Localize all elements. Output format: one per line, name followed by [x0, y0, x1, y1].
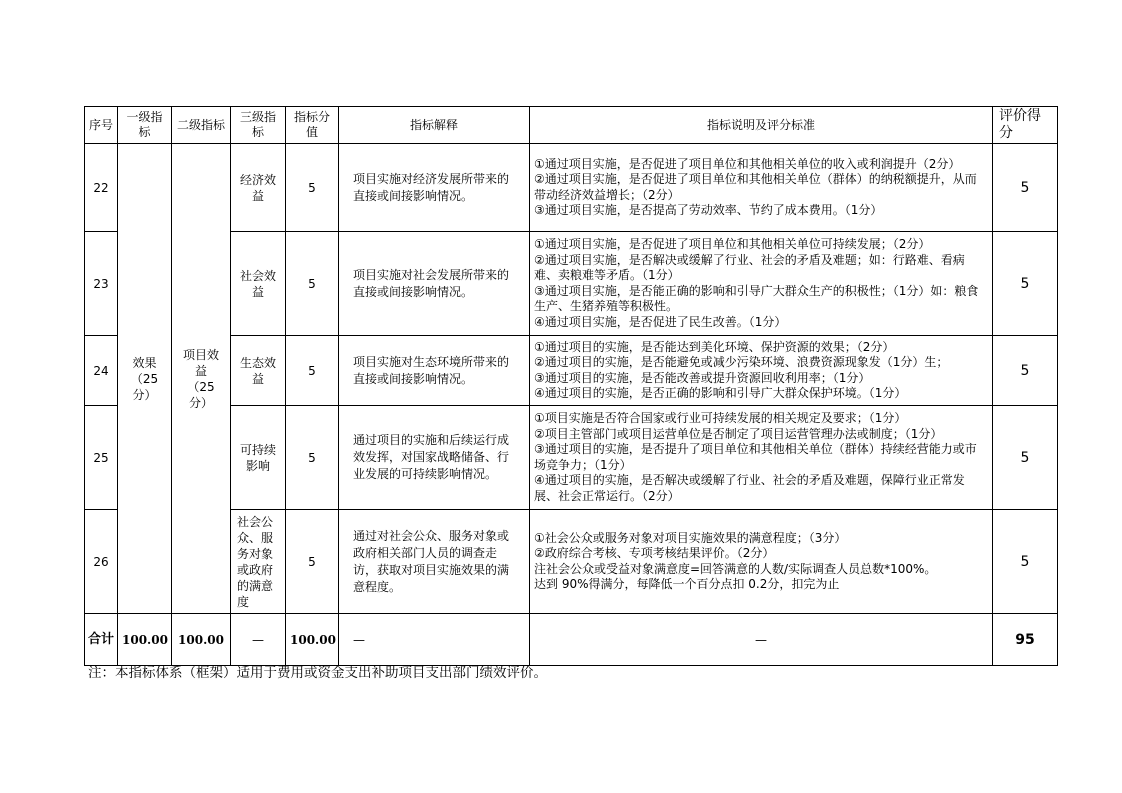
indicator-explanation: 通过项目的实施和后续运行成效发挥，对国家战略储备、行业发展的可持续影响情况。 [339, 406, 530, 510]
standard-line: ④通过项目的实施，是否正确的影响和引导广大群众保护环境。（1分） [534, 386, 907, 400]
total-standard: — [530, 614, 993, 666]
standard-line: 达到 90%得满分，每降低一个百分点扣 0.2分，扣完为止 [534, 577, 840, 591]
row-seq: 26 [85, 510, 118, 614]
scoring-standard [530, 406, 993, 510]
total-label: 合计 [85, 614, 118, 666]
standard-line: ②通过项目实施，是否促进了项目单位和其他相关单位（群体）的纳税额提升，从而带动经济效益增长；（2分） [534, 172, 977, 202]
indicator-explanation: 通过对社会公众、服务对象或政府相关部门人员的调查走访，获取对项目实施效果的满意程度。 [339, 510, 530, 614]
total-score: 95 [993, 614, 1058, 666]
evaluation-score: 5 [993, 232, 1058, 336]
standard-line: ①通过项目实施，是否促进了项目单位和其他相关单位可持续发展；（2分） [534, 237, 931, 251]
total-explain: — [339, 614, 530, 666]
header-eval: 评价得分 [993, 107, 1058, 144]
level3-indicator: 生态效益 [231, 336, 286, 406]
performance-indicator-table [84, 106, 1058, 666]
evaluation-score: 5 [993, 336, 1058, 406]
indicator-weight: 5 [286, 510, 339, 614]
header-seq: 序号 [85, 107, 118, 144]
table-row [85, 232, 1058, 336]
header-level3: 三级指标 [231, 107, 286, 144]
standard-line: ①通过项目的实施，是否能达到美化环境、保护资源的效果；（2分） [534, 339, 895, 354]
indicator-weight: 5 [286, 406, 339, 510]
standard-line: ②通过项目实施，是否解决或缓解了行业、社会的矛盾及难题；如：行路难、看病难、卖粮难等矛盾。（1分） [534, 252, 965, 282]
evaluation-score: 5 [993, 144, 1058, 232]
standard-line: ①社会公众或服务对象对项目实施效果的满意程度；（3分） [534, 530, 847, 545]
standard-line: ③通过项目实施，是否提高了劳动效率、节约了成本费用。（1分） [534, 203, 883, 217]
table-row [85, 406, 1058, 510]
total-row [85, 614, 1058, 666]
table-footnote: 注：本指标体系（框架）适用于费用或资金支出补助项目支出部门绩效评价。 [88, 665, 547, 681]
evaluation-score: 5 [993, 406, 1058, 510]
indicator-explanation: 项目实施对经济发展所带来的直接或间接影响情况。 [339, 144, 530, 232]
total-weight: 100.00 [286, 614, 339, 666]
scoring-standard [530, 336, 993, 406]
standard-line: ②项目主管部门或项目运营单位是否制定了项目运营管理办法或制度；（1分） [534, 426, 943, 441]
scoring-standard [530, 232, 993, 336]
level3-indicator: 社会效益 [231, 232, 286, 336]
standard-line: ③通过项目实施，是否能正确的影响和引导广大群众生产的积极性；（1分）如：粮食生产、生猪养殖等积极性。 [534, 283, 979, 313]
header-row [85, 107, 1058, 144]
scoring-standard [530, 510, 993, 614]
header-weight: 指标分值 [286, 107, 339, 144]
table-row [85, 510, 1058, 614]
standard-line: ②政府综合考核、专项考核结果评价。（2分） [534, 546, 775, 560]
standard-line: ①项目实施是否符合国家或行业可持续发展的相关规定及要求；（1分） [534, 411, 907, 425]
total-level2: 100.00 [172, 614, 231, 666]
evaluation-score: 5 [993, 510, 1058, 614]
level3-indicator: 经济效益 [231, 144, 286, 232]
standard-line: ②通过项目的实施，是否能避免或减少污染环境、浪费资源现象发（1分）生； [534, 355, 949, 369]
evaluation-table-container [84, 106, 1058, 666]
table-row [85, 336, 1058, 406]
standard-line: ③通过项目的实施，是否能改善或提升资源回收利用率；（1分） [534, 370, 871, 385]
level2-indicator: 项目效益（25分） [172, 144, 231, 614]
header-explain: 指标解释 [339, 107, 530, 144]
standard-line: ③通过项目的实施，是否提升了项目单位和其他相关单位（群体）持续经营能力或市场竞争力；（1分） [534, 442, 977, 472]
row-seq: 24 [85, 336, 118, 406]
header-level1: 一级指标 [118, 107, 172, 144]
level3-indicator: 可持续影响 [231, 406, 286, 510]
indicator-weight: 5 [286, 232, 339, 336]
total-level3: — [231, 614, 286, 666]
header-standard: 指标说明及评分标准 [530, 107, 993, 144]
indicator-weight: 5 [286, 336, 339, 406]
table-row [85, 144, 1058, 232]
header-level2: 二级指标 [172, 107, 231, 144]
row-seq: 25 [85, 406, 118, 510]
standard-line: ①通过项目实施，是否促进了项目单位和其他相关单位的收入或利润提升（2分） [534, 156, 961, 171]
level1-indicator: 效果（25分） [118, 144, 172, 614]
indicator-explanation: 项目实施对社会发展所带来的直接或间接影响情况。 [339, 232, 530, 336]
indicator-explanation: 项目实施对生态环境所带来的直接或间接影响情况。 [339, 336, 530, 406]
indicator-weight: 5 [286, 144, 339, 232]
row-seq: 23 [85, 232, 118, 336]
standard-line: ④通过项目实施，是否促进了民生改善。（1分） [534, 314, 787, 329]
scoring-standard [530, 144, 993, 232]
standard-line: ④通过项目的实施，是否解决或缓解了行业、社会的矛盾及难题，保障行业正常发展、社会正常运行。（2分） [534, 473, 965, 503]
standard-line: 注社会公众或受益对象满意度=回答满意的人数/实际调查人员总数*100%。 [534, 561, 937, 576]
total-level1: 100.00 [118, 614, 172, 666]
level3-indicator: 社会公众、服务对象或政府的满意度 [231, 510, 286, 614]
row-seq: 22 [85, 144, 118, 232]
